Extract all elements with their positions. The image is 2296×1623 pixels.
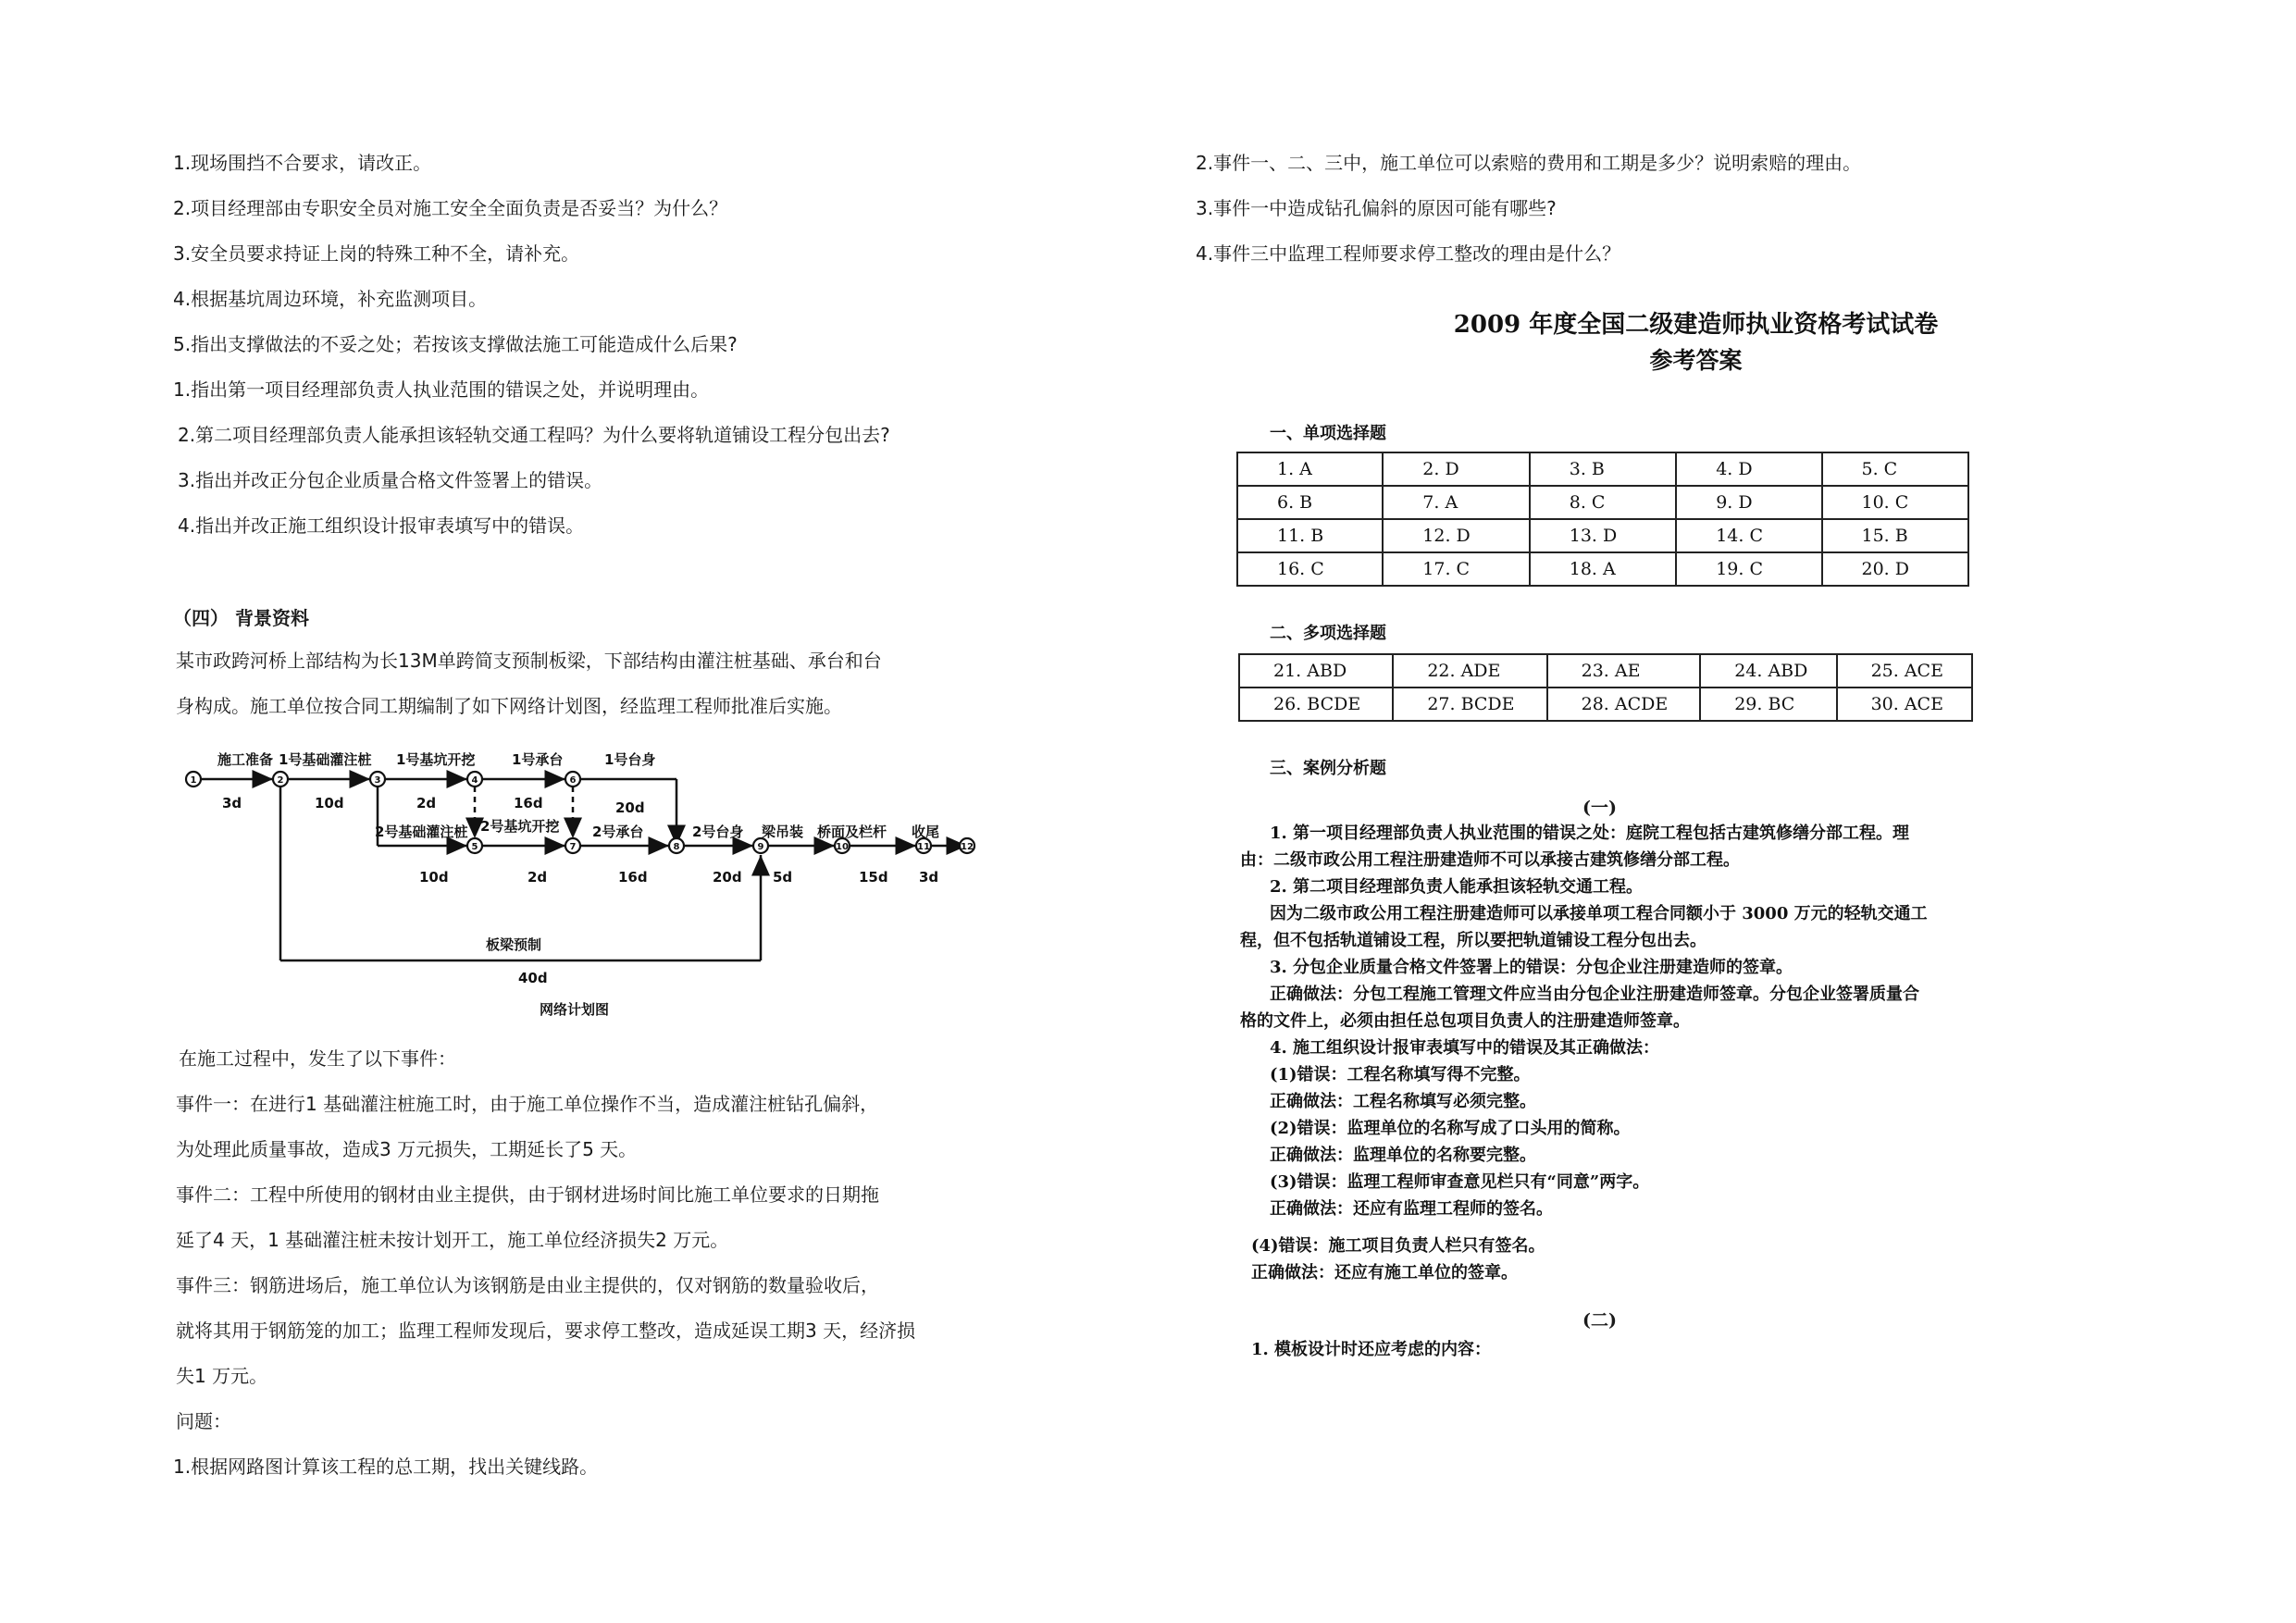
event-line: 为处理此质量事故，造成3 万元损失，工期延长了5 天。 [176,1138,638,1160]
case-two-mark: (二) [1582,1310,1617,1331]
answer-line: 正确做法：分包工程施工管理文件应当由分包企业注册建造师签章。分包企业签署质量合 [1270,985,1919,1004]
answer-cell: 2. D [1383,452,1529,486]
activity-name: 1号基坑开挖 [396,751,476,768]
answer-cell: 23. AE [1547,654,1701,688]
activity-duration: 10d [419,869,449,886]
answer-line: 1. 第一项目经理部负责人执业范围的错误之处：庭院工程包括古建筑修缮分部工程。理 [1270,824,1910,843]
answer-cell: 8. C [1530,486,1676,519]
activity-name: 1号承台 [512,751,564,768]
answer-line: (1)错误：工程名称填写得不完整。 [1270,1065,1531,1084]
answer-line: 4. 施工组织设计报审表填写中的错误及其正确做法： [1270,1038,1660,1058]
activity-duration: 20d [713,869,742,886]
section-heading: （四） 背景资料 [173,607,309,629]
event-line: 就将其用于钢筋笼的加工；监理工程师发现后，要求停工整改，造成延误工期3 天，经济损 [176,1319,916,1342]
activity-duration: 40d [518,970,548,986]
question-line: 4.根据基坑周边环境，补充监测项目。 [173,288,488,310]
node-number: 7 [569,842,577,852]
answer-cell: 4. D [1676,452,1821,486]
answer-line: 格的文件上，必须由担任总包项目负责人的注册建造师签章。 [1240,1011,1690,1031]
answer-cell: 6. B [1237,486,1383,519]
events-intro: 在施工过程中，发生了以下事件： [179,1047,456,1070]
multi-choice-table [1238,653,1973,722]
question-line: 4.指出并改正施工组织设计报审表填写中的错误。 [178,514,585,537]
answer-line: 由：二级市政公用工程注册建造师不可以承接古建筑修缮分部工程。 [1240,850,1740,870]
answer-cell: 12. D [1383,519,1529,552]
answer-line: 1. 模板设计时还应考虑的内容： [1251,1340,1492,1359]
single-choice-heading: 一、单项选择题 [1270,424,1386,443]
answer-cell: 15. B [1822,519,1969,552]
answer-cell: 16. C [1237,552,1383,586]
answer-cell: 28. ACDE [1547,688,1701,721]
answer-line: 程，但不包括轨道铺设工程，所以要把轨道铺设工程分包出去。 [1240,931,1706,950]
answer-cell: 27. BCDE [1393,688,1546,721]
node-number: 4 [471,775,478,786]
answer-line: 因为二级市政公用工程注册建造师可以承接单项工程合同额小于 3000 万元的轻轨交通工 [1270,904,1928,923]
answer-line: (2)错误：监理单位的名称写成了口头用的简称。 [1270,1119,1631,1138]
activity-name: 板梁预制 [486,936,542,953]
answer-title: 2009 年度全国二级建造师执业资格考试试卷 [1453,311,1939,339]
answer-cell: 9. D [1676,486,1821,519]
question-line: 3.指出并改正分包企业质量合格文件签署上的错误。 [178,469,603,491]
node-number: 8 [673,842,680,852]
background-line: 某市政跨河桥上部结构为长13M单跨简支预制板梁，下部结构由灌注桩基础、承台和台 [176,650,882,672]
activity-duration: 10d [315,795,344,812]
answer-line: (4)错误：施工项目负责人栏只有签名。 [1251,1236,1545,1256]
answer-line: 正确做法：还应有监理工程师的签名。 [1270,1199,1553,1219]
activity-duration: 5d [773,869,793,886]
activity-name: 2号承台 [592,824,644,840]
activity-name: 1号台身 [604,751,656,768]
answer-line: 正确做法：监理单位的名称要完整。 [1270,1146,1536,1165]
answer-cell: 13. D [1530,519,1676,552]
question-line: 3.安全员要求持证上岗的特殊工种不全，请补充。 [173,242,580,265]
question-line: 1.指出第一项目经理部负责人执业范围的错误之处，并说明理由。 [173,378,710,401]
event-line: 失1 万元。 [176,1365,268,1387]
answer-cell: 1. A [1237,452,1383,486]
answer-line: 3. 分包企业质量合格文件签署上的错误：分包企业注册建造师的签章。 [1270,958,1793,977]
node-number: 6 [569,775,577,786]
node-number: 2 [277,775,284,786]
event-line: 事件二：工程中所使用的钢材由业主提供，由于钢材进场时间比施工单位要求的日期拖 [176,1183,879,1206]
question-line: 2.第二项目经理部负责人能承担该轻轨交通工程吗？为什么要将轨道铺设工程分包出去? [178,424,890,446]
activity-duration: 2d [527,869,548,886]
activity-duration: 3d [919,869,939,886]
diagram-caption: 网络计划图 [540,1001,610,1018]
answer-cell: 18. A [1530,552,1676,586]
question-line: 4.事件三中监理工程师要求停工整改的理由是什么？ [1196,242,1621,265]
activity-name: 2号基坑开挖 [480,818,560,835]
activity-duration: 2d [416,795,437,812]
single-choice-table [1236,452,1969,587]
answer-cell: 17. C [1383,552,1529,586]
multi-choice-heading: 二、多项选择题 [1270,624,1386,643]
answer-cell: 19. C [1676,552,1821,586]
case-analysis-heading: 三、案例分析题 [1270,759,1386,778]
activity-duration: 3d [222,795,242,812]
activity-duration: 15d [859,869,888,886]
answer-cell: 14. C [1676,519,1821,552]
node-number: 9 [757,842,764,852]
answer-cell: 5. C [1822,452,1969,486]
question-line: 1.现场围挡不合要求，请改正。 [173,152,432,174]
answer-cell: 10. C [1822,486,1969,519]
answer-cell: 29. BC [1700,688,1836,721]
answer-cell: 24. ABD [1700,654,1836,688]
activity-name: 桥面及栏杆 [817,824,887,840]
question-line: 3.事件一中造成钻孔偏斜的原因可能有哪些? [1196,197,1557,219]
question-line: 1.根据网路图计算该工程的总工期，找出关键线路。 [173,1456,599,1478]
answer-cell: 26. BCDE [1239,688,1393,721]
answer-cell: 7. A [1383,486,1529,519]
question-line: 2.项目经理部由专职安全员对施工安全全面负责是否妥当？为什么？ [173,197,728,219]
answer-cell: 22. ADE [1393,654,1546,688]
node-number: 1 [190,775,197,786]
activity-name: 施工准备 [217,751,274,768]
background-line: 身构成。施工单位按合同工期编制了如下网络计划图，经监理工程师批准后实施。 [176,695,842,717]
questions-label: 问题： [176,1410,231,1432]
answer-cell: 25. ACE [1837,654,1972,688]
answer-cell: 3. B [1530,452,1676,486]
activity-name: 梁吊装 [762,824,804,840]
question-line: 2.事件一、二、三中，施工单位可以索赔的费用和工期是多少？说明索赔的理由。 [1196,152,1862,174]
answer-key-scan [1148,0,2296,1623]
answer-cell: 30. ACE [1837,688,1972,721]
answer-line: 2. 第二项目经理部负责人能承担该轻轨交通工程。 [1270,877,1644,897]
node-number: 11 [917,842,930,852]
event-line: 延了4 天，1 基础灌注桩未按计划开工，施工单位经济损失2 万元。 [176,1229,729,1251]
answer-cell: 21. ABD [1239,654,1393,688]
node-number: 5 [471,842,478,852]
activity-name: 1号基础灌注桩 [279,751,372,768]
question-line: 5.指出支撑做法的不妥之处；若按该支撑做法施工可能造成什么后果? [173,333,738,355]
event-line: 事件三：钢筋进场后，施工单位认为该钢筋是由业主提供的，仅对钢筋的数量验收后， [176,1274,879,1296]
answer-line: 正确做法：还应有施工单位的签章。 [1251,1263,1518,1282]
activity-duration: 16d [514,795,543,812]
event-line: 事件一：在进行1 基础灌注桩施工时，由于施工单位操作不当，造成灌注桩钻孔偏斜， [176,1093,879,1115]
answer-cell: 20. D [1822,552,1969,586]
activity-name: 2号基础灌注桩 [375,824,468,840]
activity-name: 收尾 [912,824,940,840]
activity-duration: 20d [615,799,645,816]
network-diagram [171,740,986,1027]
answer-subtitle: 参考答案 [1649,347,1743,374]
case-one-mark: (一) [1582,798,1617,818]
activity-duration: 16d [618,869,648,886]
answer-cell: 11. B [1237,519,1383,552]
node-number: 12 [961,842,974,852]
answer-line: (3)错误：监理工程师审查意见栏只有“同意”两字。 [1270,1172,1650,1192]
node-number: 3 [374,775,381,786]
activity-name: 2号台身 [692,824,744,840]
answer-line: 正确做法：工程名称填写必须完整。 [1270,1092,1536,1111]
node-number: 10 [836,842,849,852]
